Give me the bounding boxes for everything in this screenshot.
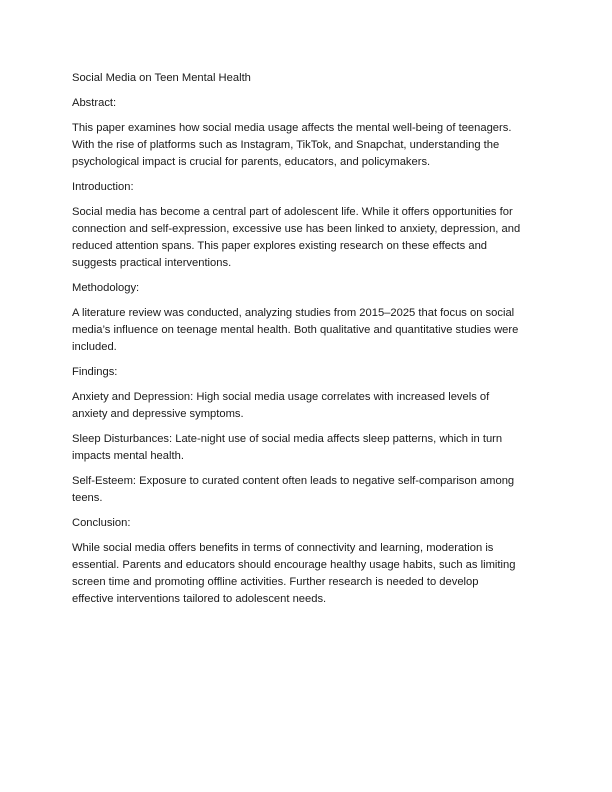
section-heading: [72, 280, 542, 297]
body-paragraph: [72, 473, 542, 507]
text-line: media’s influence on teenage mental health. Both qualitative and quantitative studies were: [72, 324, 519, 336]
body-paragraph: [72, 305, 542, 356]
text-line: Introduction:: [72, 181, 134, 193]
text-line: Social Media on Teen Mental Health: [72, 72, 251, 84]
text-line: A literature review was conducted, analyzing studies from 2015–2025 that focus on social: [72, 307, 515, 319]
body-paragraph: [72, 389, 542, 423]
text-line: reduced attention spans. This paper explores existing research on these effects and: [72, 240, 488, 252]
text-line: This paper examines how social media usage affects the mental well-being of teenagers.: [72, 122, 512, 134]
text-line: suggests practical interventions.: [72, 257, 232, 269]
text-line: While social media offers benefits in terms of connectivity and learning, moderation is: [72, 542, 494, 554]
text-line: essential. Parents and educators should encourage healthy usage habits, such as limiting: [72, 559, 516, 571]
text-line: effective interventions tailored to adolescent needs.: [72, 593, 327, 605]
body-paragraph: [72, 204, 542, 272]
text-line: With the rise of platforms such as Instagram, TikTok, and Snapchat, understanding the: [72, 139, 500, 151]
text-line: teens.: [72, 492, 103, 504]
section-heading: [72, 515, 542, 532]
text-line: Findings:: [72, 366, 118, 378]
section-heading: [72, 364, 542, 381]
section-heading: [72, 95, 542, 112]
text-line: psychological impact is crucial for parents, educators, and policymakers.: [72, 156, 431, 168]
text-line: connection and self-expression, excessive use has been linked to anxiety, depression, and: [72, 223, 521, 235]
text-line: impacts mental health.: [72, 450, 184, 462]
text-line: Methodology:: [72, 282, 140, 294]
document-title: [72, 70, 542, 87]
text-line: included.: [72, 341, 117, 353]
body-paragraph: [72, 431, 542, 465]
text-line: anxiety and depressive symptoms.: [72, 408, 244, 420]
section-heading: [72, 179, 542, 196]
document-page: [72, 70, 542, 616]
body-paragraph: [72, 540, 542, 608]
text-line: Anxiety and Depression: High social media usage correlates with increased levels of: [72, 391, 490, 403]
text-line: Abstract:: [72, 97, 117, 109]
body-paragraph: [72, 120, 542, 171]
text-line: Conclusion:: [72, 517, 131, 529]
text-line: Self-Esteem: Exposure to curated content often leads to negative self-comparison among: [72, 475, 515, 487]
text-line: Social media has become a central part of adolescent life. While it offers opportunities for: [72, 206, 513, 218]
text-line: Sleep Disturbances: Late-night use of social media affects sleep patterns, which in turn: [72, 433, 503, 445]
text-line: screen time and promoting offline activities. Further research is needed to develop: [72, 576, 479, 588]
